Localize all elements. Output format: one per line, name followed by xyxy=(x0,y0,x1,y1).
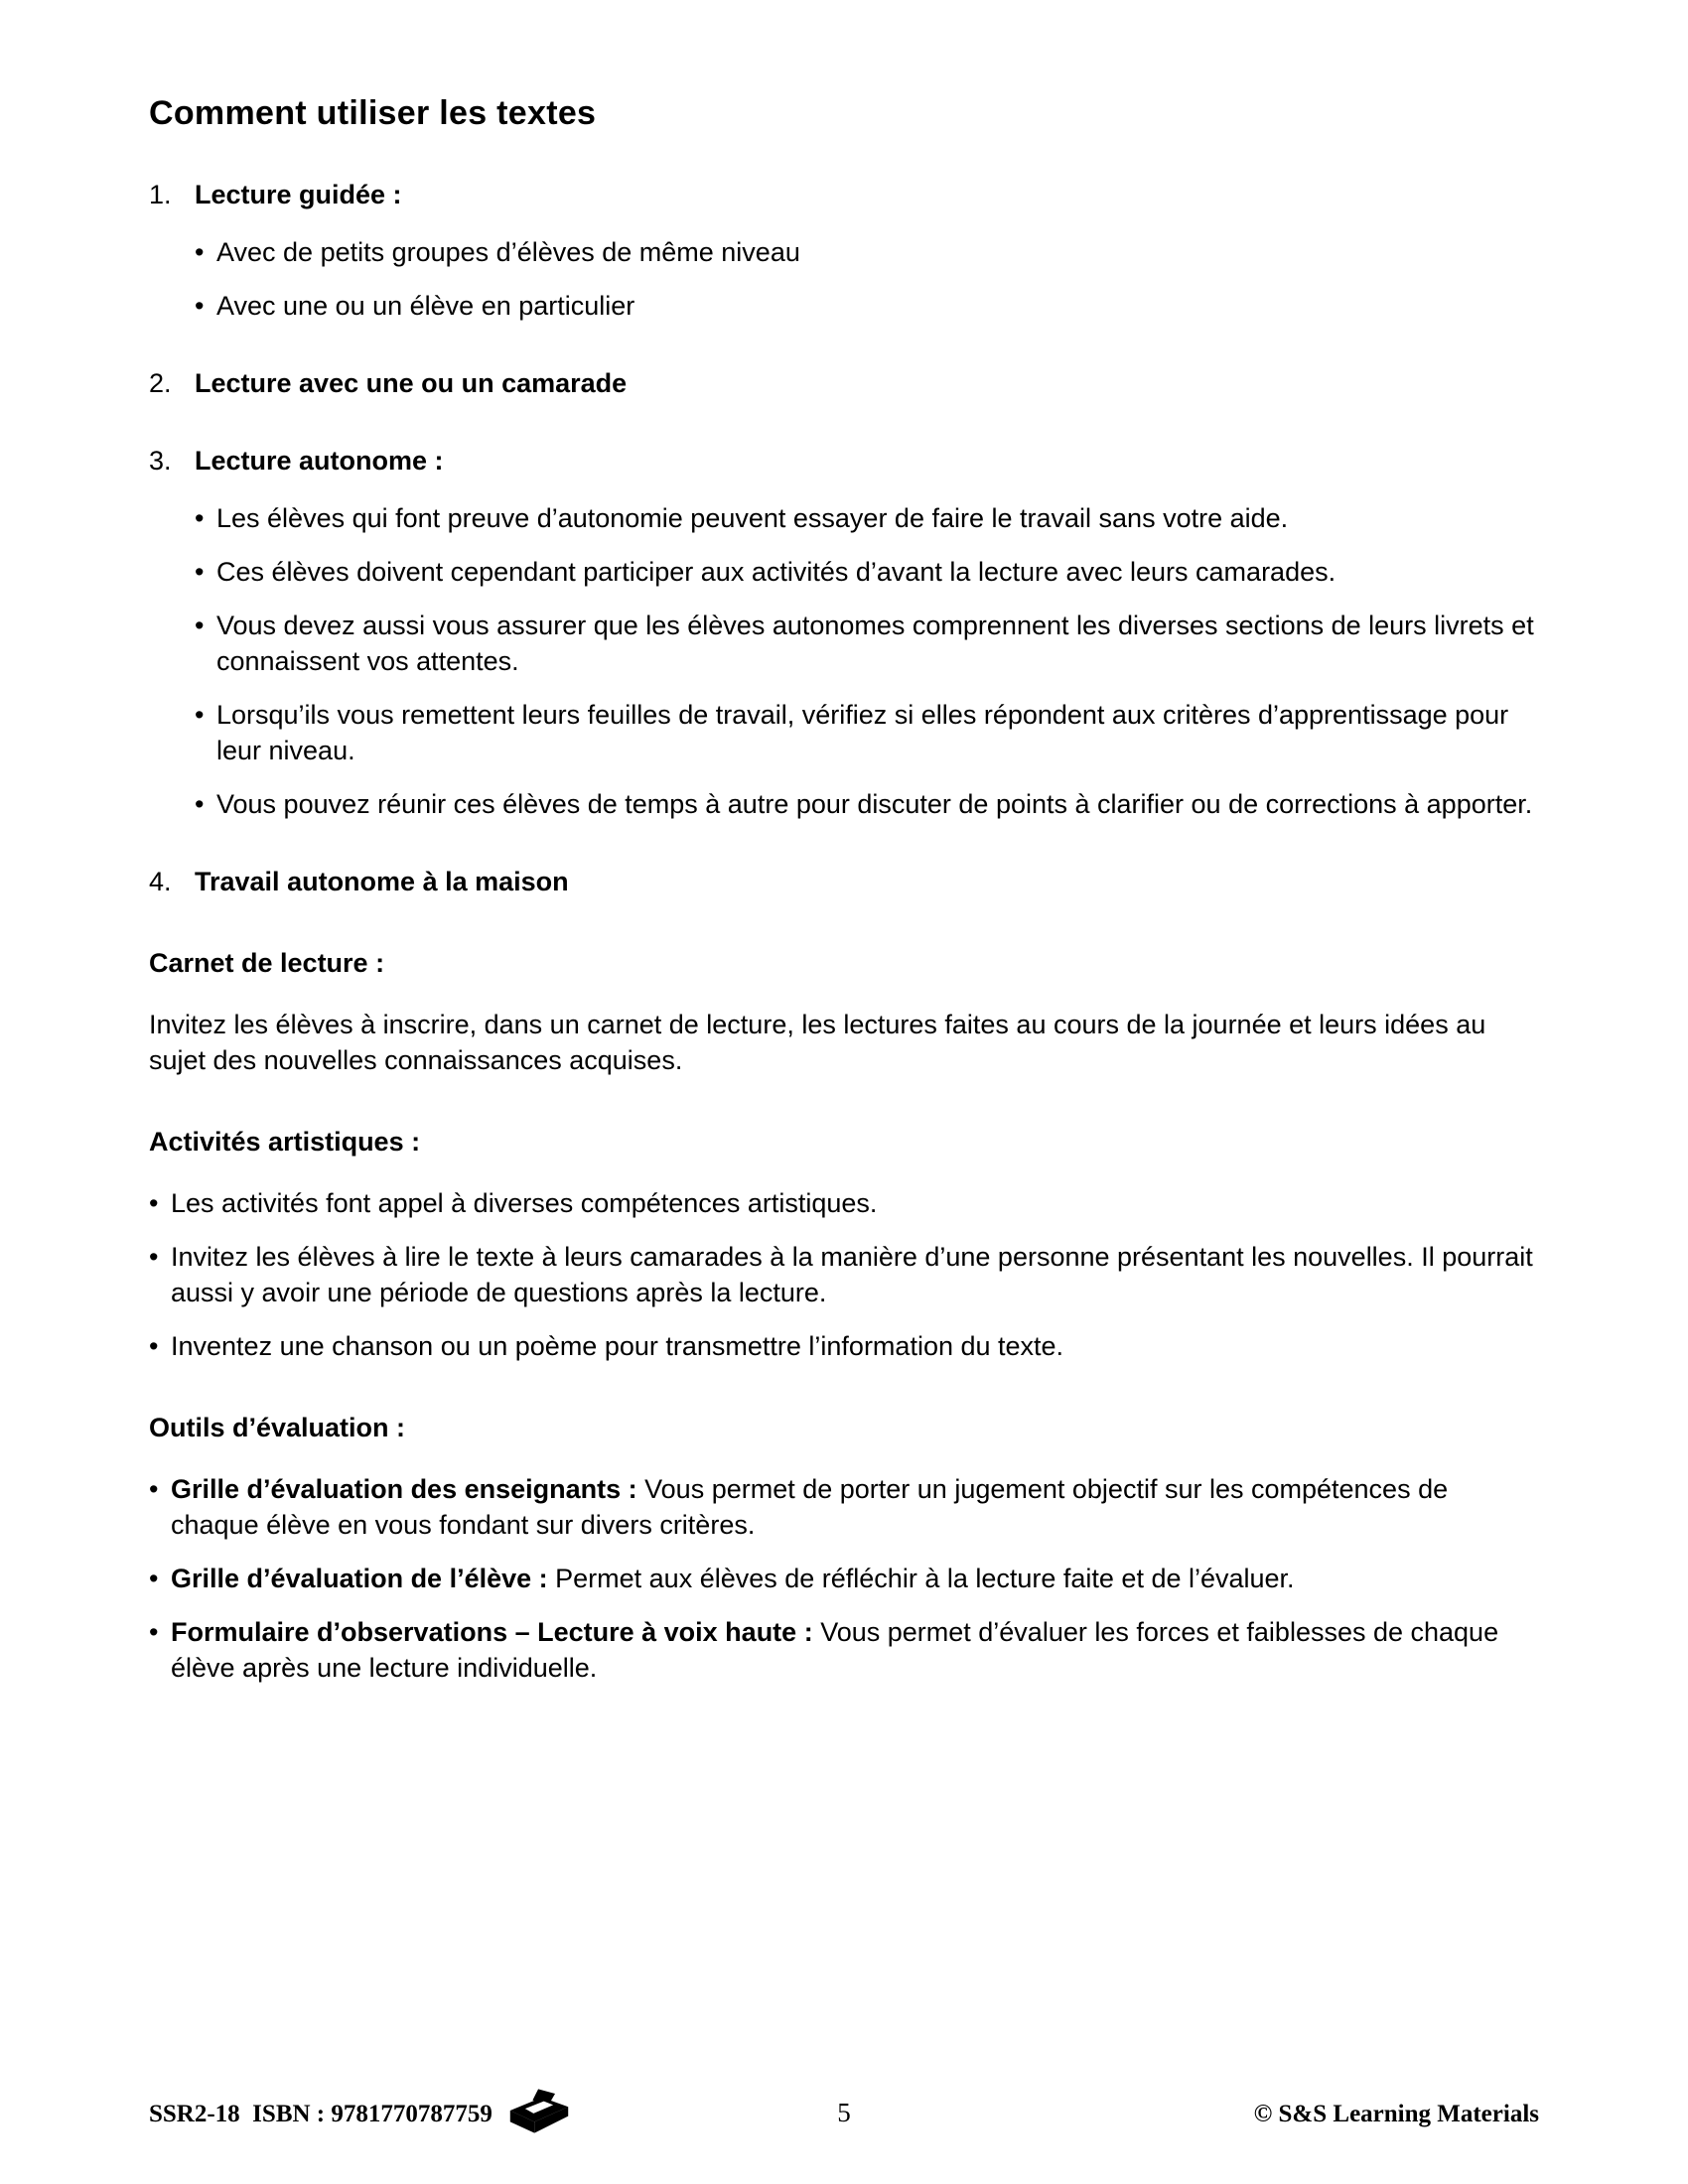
bullet-text xyxy=(171,1614,1539,1686)
bullet-lead-bold: Formulaire d’observations – Lecture à voix haute : xyxy=(171,1617,813,1647)
bullet-marker: • xyxy=(149,1617,159,1647)
bullet-list xyxy=(195,234,1539,324)
page-title: Comment utiliser les textes xyxy=(149,94,597,132)
bullet-marker: • xyxy=(195,611,205,640)
bullet-marker: • xyxy=(195,557,205,587)
bullet-item xyxy=(195,697,1539,768)
item-heading: Lecture guidée : xyxy=(195,180,402,209)
section-heading-carnet: Carnet de lecture : xyxy=(149,948,385,978)
item-heading: Travail autonome à la maison xyxy=(195,867,569,896)
bullet-item xyxy=(195,554,1539,590)
bullet-marker: • xyxy=(195,503,205,533)
item-number: 1. xyxy=(149,180,172,209)
bullet-item xyxy=(195,608,1539,679)
bullet-marker: • xyxy=(195,291,205,321)
item-heading: Lecture autonome : xyxy=(195,446,444,476)
bullet-text: Les activités font appel à diverses compétences artistiques. xyxy=(171,1188,878,1218)
bullet-marker: • xyxy=(195,789,205,819)
bullet-text: Lorsqu’ils vous remettent leurs feuilles de travail, vérifiez si elles répondent aux critères d’apprentissage pour leur niveau. xyxy=(216,700,1509,765)
bullet-marker: • xyxy=(149,1564,159,1593)
bullet-marker: • xyxy=(195,237,205,267)
bullet-item xyxy=(149,1561,1539,1596)
bullet-lead-bold: Grille d’évaluation des enseignants : xyxy=(171,1474,637,1504)
bullet-text: Ces élèves doivent cependant participer aux activités d’avant la lecture avec leurs camarades. xyxy=(216,557,1336,587)
numbered-item-2 xyxy=(149,365,1539,401)
page-footer xyxy=(149,2077,1539,2128)
section-heading-outils: Outils d’évaluation : xyxy=(149,1413,406,1442)
footer-isbn: SSR2-18 ISBN : 9781770787759 xyxy=(149,2101,492,2127)
item-number: 2. xyxy=(149,368,172,398)
bullet-text: Vous devez aussi vous assurer que les élèves autonomes comprennent les diverses sections de leurs livrets et connaissent vos attentes. xyxy=(216,611,1534,676)
bullet-text: Avec une ou un élève en particulier xyxy=(216,291,635,321)
bullet-text: Vous pouvez réunir ces élèves de temps à autre pour discuter de points à clarifier ou de corrections à apporter. xyxy=(216,789,1533,819)
bullet-marker: • xyxy=(149,1188,159,1218)
footer-copyright: © S&S Learning Materials xyxy=(1253,2101,1539,2127)
bullet-item xyxy=(195,288,1539,324)
item-heading: Lecture avec une ou un camarade xyxy=(195,368,628,398)
bullet-item xyxy=(149,1614,1539,1686)
page-number: 5 xyxy=(837,2098,851,2127)
bullet-marker: • xyxy=(149,1331,159,1361)
bullet-text xyxy=(171,1471,1539,1543)
bullet-marker: • xyxy=(149,1474,159,1504)
section-heading-activites: Activités artistiques : xyxy=(149,1127,421,1157)
bullet-list xyxy=(149,1185,1539,1364)
numbered-item-1 xyxy=(149,177,1539,212)
bullet-item xyxy=(149,1471,1539,1543)
bullet-text: Les élèves qui font preuve d’autonomie peuvent essayer de faire le travail sans votre aide. xyxy=(216,503,1289,533)
numbered-item-3 xyxy=(149,443,1539,478)
paragraph-carnet: Invitez les élèves à inscrire, dans un carnet de lecture, les lectures faites au cours de la journée et leurs idées au sujet des nouvelles connaissances acquises. xyxy=(149,1010,1486,1075)
bullet-marker: • xyxy=(149,1242,159,1272)
bullet-text: Avec de petits groupes d’élèves de même niveau xyxy=(216,237,800,267)
bullet-item xyxy=(149,1328,1539,1364)
bullet-list xyxy=(195,500,1539,822)
bullet-item xyxy=(149,1185,1539,1221)
bullet-item xyxy=(149,1239,1539,1310)
footer-left xyxy=(149,2087,572,2128)
bullet-text: Inventez une chanson ou un poème pour transmettre l’information du texte. xyxy=(171,1331,1064,1361)
bullet-rest: Vous permet d’évaluer les forces et faiblesses de chaque élève après une lecture individuelle. xyxy=(171,1617,1499,1683)
bullet-item xyxy=(195,786,1539,822)
bullet-lead-bold: Grille d’évaluation de l’élève : xyxy=(171,1564,548,1593)
bullet-rest: Permet aux élèves de réfléchir à la lecture faite et de l’évaluer. xyxy=(547,1564,1295,1593)
printer-icon xyxy=(506,2087,572,2134)
bullet-rest: Vous permet de porter un jugement objectif sur les compétences de chaque élève en vous fondant sur divers critères. xyxy=(171,1474,1449,1540)
bullet-text xyxy=(171,1561,1539,1596)
bullet-marker: • xyxy=(195,700,205,730)
bullet-text: Invitez les élèves à lire le texte à leurs camarades à la manière d’une personne présentant les nouvelles. Il pourrait aussi y avoir une période de questions après la lecture. xyxy=(171,1242,1533,1307)
item-number: 4. xyxy=(149,867,172,896)
item-number: 3. xyxy=(149,446,172,476)
bullet-list xyxy=(149,1471,1539,1686)
numbered-item-4 xyxy=(149,864,1539,899)
bullet-item xyxy=(195,234,1539,270)
bullet-item xyxy=(195,500,1539,536)
